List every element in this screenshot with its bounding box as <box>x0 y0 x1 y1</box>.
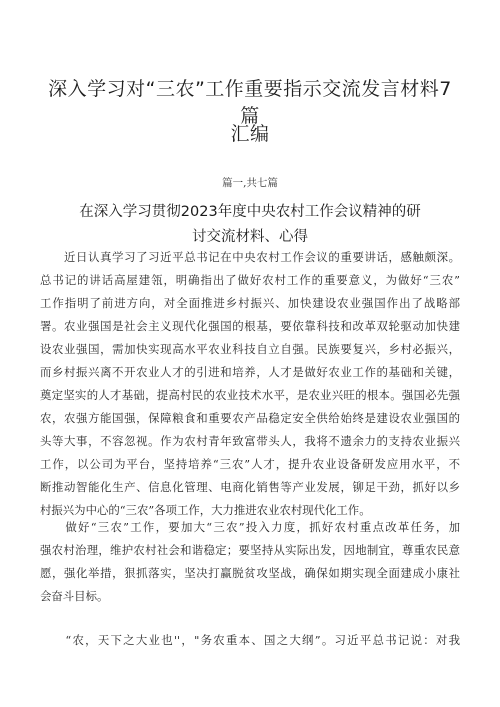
paragraph-line: 工作指明了前进方向，对全面推进乡村振兴、加快建设农业强国作出了战略部 <box>40 296 460 310</box>
subtitle-line2: 讨交流材料、心得 <box>192 229 308 245</box>
paragraph-line: “农，天下之大业也''，"务农重本、国之大纲”。习近平总书记说：对我 <box>40 633 460 647</box>
paragraph-line: 近日认真学习了习近平总书记在中央农村工作会议的重要讲话，感触颇深。 <box>40 250 460 264</box>
paragraph-line: 断推动智能化生产、信息化管理、电商化销售等产业发展，铆足干劲，抓好以乡 <box>40 480 460 494</box>
paragraph-line: 奠定坚实的人才基础，提高村民的农业技术水平，是农业兴旺的根本。强国必先强 <box>40 388 460 402</box>
document-title-line1: 深入学习对“三农”工作重要指示交流发言材料7篇 <box>48 78 452 127</box>
paragraph-line: 工作，以公司为平台，坚持培养“三农”人才，提升农业设备研发应用水平，不 <box>40 457 460 471</box>
paragraph-line: 村振兴为中心的“三农”各项工作，大力推进农业农村现代化工作。 <box>40 503 371 517</box>
paragraph-line: 而乡村振兴离不开农业人才的引进和培养，人才是做好农业工作的基础和关键， <box>40 365 460 379</box>
paragraph-line: 设农业强国，需加快实现高水平农业科技自立自强。民族要复兴，乡村必振兴， <box>40 342 460 356</box>
paragraph-line: 署。农业强国是社会主义现代化强国的根基，要依靠科技和改革双轮驱动加快建 <box>40 319 460 333</box>
paragraph-line: 强农村治理，维护农村社会和谐稳定；要坚持从实际出发，因地制宜，尊重农民意 <box>40 543 460 557</box>
paragraph-line: 农，农强方能国强，保障粮食和重要农产品稳定安全供给始终是建设农业强国的 <box>40 411 460 425</box>
paragraph-line: 会奋斗目标。 <box>40 589 109 603</box>
subtitle-line1: 在深入学习贯彻2023年度中央农村工作会议精神的研 <box>79 204 421 220</box>
section-label: 篇一,共七篇 <box>222 177 278 189</box>
document-title-line2: 汇编 <box>230 123 270 145</box>
paragraph-line: 头等大事，不容忽视。作为农村青年致富带头人，我将不遗余力的支持农业振兴 <box>40 434 460 448</box>
paragraph-line: 做好“三农”工作，要加大“三农”投入力度，抓好农村重点改革任务，加 <box>40 520 460 534</box>
paragraph-line: 愿，强化举措，狠抓落实，坚决打赢脱贫攻坚战，确保如期实现全面建成小康社 <box>40 566 460 580</box>
paragraph-line: 总书记的讲话高屋建瓴，明确指出了做好农村工作的重要意义，为做好“三农” <box>40 273 460 287</box>
